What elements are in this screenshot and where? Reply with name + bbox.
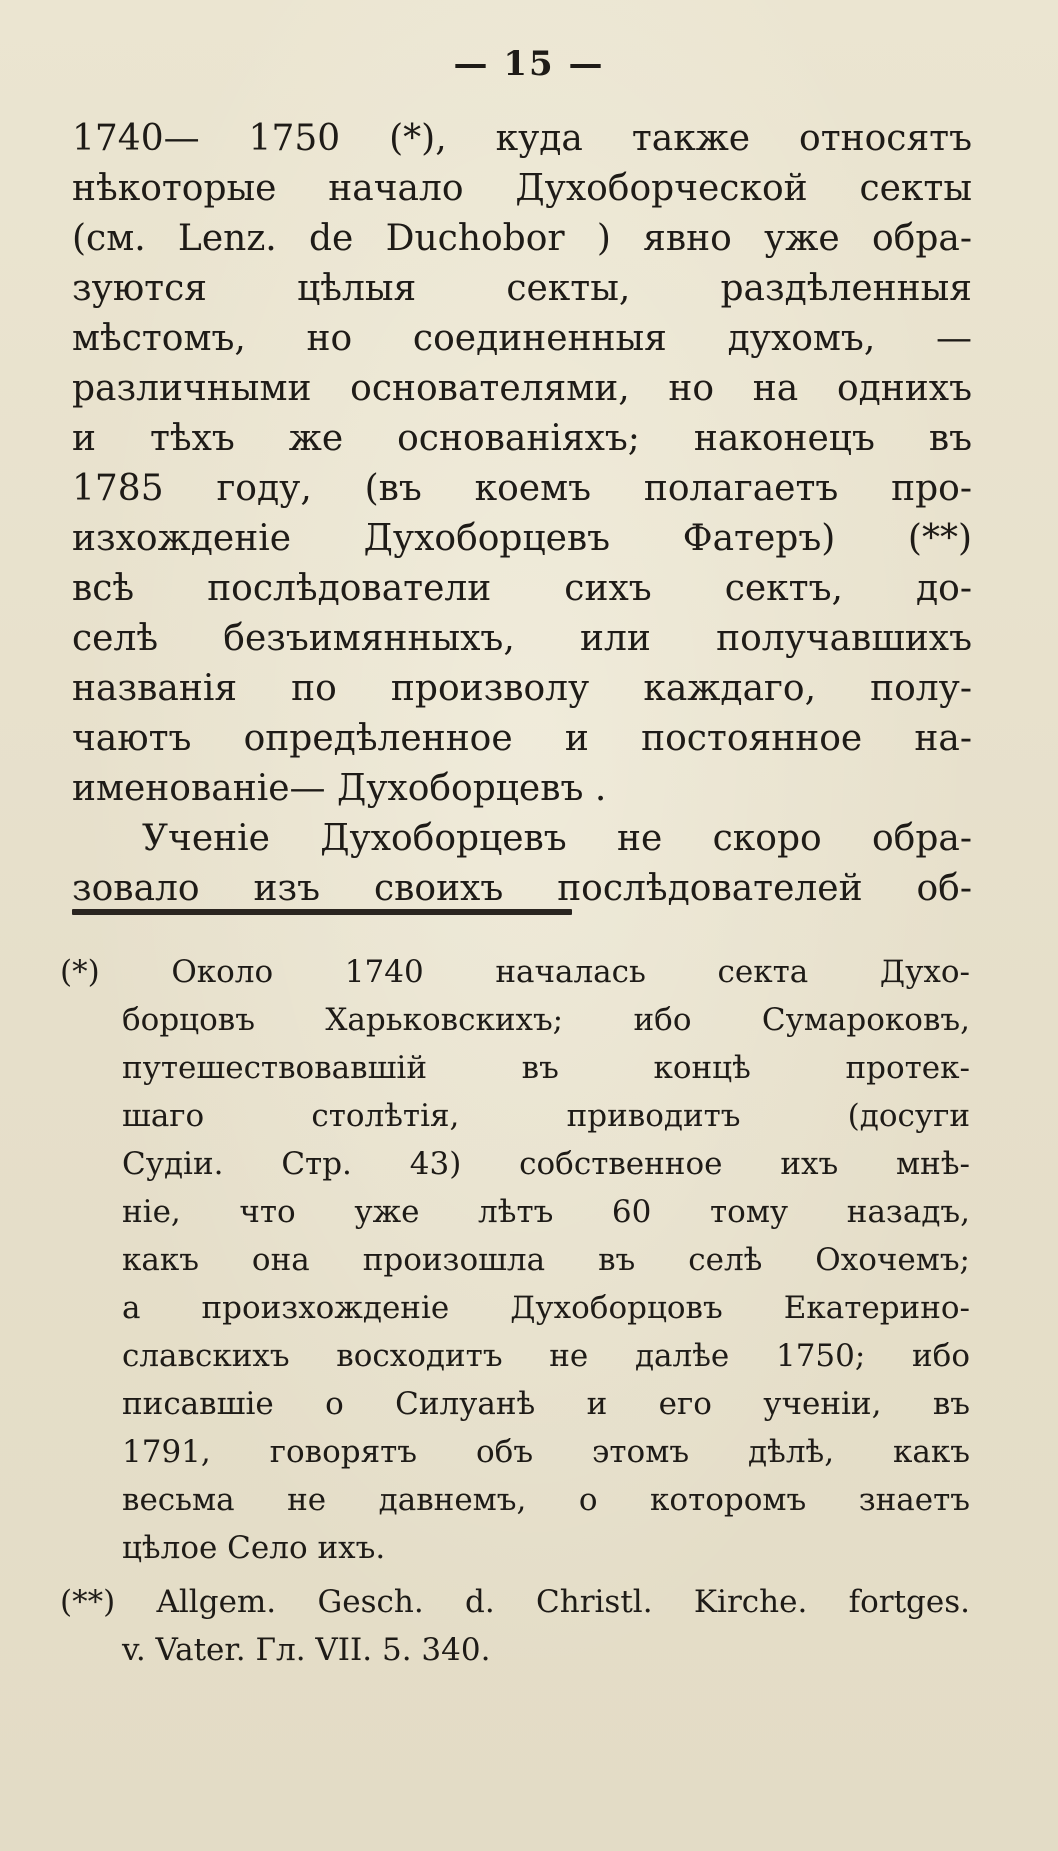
footnotes-block <box>60 948 970 1674</box>
footnote-line: ніе, что уже лѣтъ 60 тому назадъ, <box>122 1194 970 1230</box>
text-line: чаютъ опредѣленное и постоянное на- <box>72 718 972 759</box>
footnote-line: путешествовавшій въ концѣ протек- <box>122 1050 970 1086</box>
footnote-line: борцовъ Харьковскихъ; ибо Сумароковъ, <box>122 1002 970 1038</box>
text-line: различными основателями, но на однихъ <box>72 368 972 409</box>
text-line: нѣкоторые начало Духоборческой секты <box>72 168 972 209</box>
footnote-line: (*) Около 1740 началась секта Духо- <box>60 954 970 990</box>
footnote-1 <box>60 948 970 1572</box>
footnote-2 <box>60 1578 970 1674</box>
footnote-line: (**) Allgem. Gesch. d. Christl. Kirche. fortges. <box>60 1584 970 1620</box>
footnote-line: Судіи. Стр. 43) собственное ихъ мнѣ- <box>122 1146 970 1182</box>
footnote-line: 1791, говорятъ объ этомъ дѣлѣ, какъ <box>122 1434 970 1470</box>
footnote-line: шаго столѣтія, приводитъ (досуги <box>122 1098 970 1134</box>
footnote-separator <box>72 909 572 915</box>
main-text-block <box>72 114 972 914</box>
text-line: зуются цѣлыя секты, раздѣленныя <box>72 268 972 309</box>
text-line: Ученіе Духоборцевъ не скоро обра- <box>142 818 972 859</box>
text-line: зовало изъ своихъ послѣдователей об- <box>72 868 972 909</box>
text-line: всѣ послѣдователи сихъ сектъ, до- <box>72 568 972 609</box>
text-line: мѣстомъ, но соединенныя духомъ, — <box>72 318 972 359</box>
text-line: именованіе— Духоборцевъ . <box>72 768 607 809</box>
footnote-line: какъ она произошла въ селѣ Охочемъ; <box>122 1242 970 1278</box>
text-line: селѣ безъимянныхъ, или получавшихъ <box>72 618 972 659</box>
text-line: 1785 году, (въ коемъ полагаетъ про- <box>72 468 972 509</box>
footnote-line: славскихъ восходитъ не далѣе 1750; ибо <box>122 1338 970 1374</box>
text-line: 1740— 1750 (*), куда также относятъ <box>72 118 972 159</box>
footnote-line: цѣлое Село ихъ. <box>122 1530 386 1566</box>
footnote-line: а произхожденіе Духоборцовъ Екатерино- <box>122 1290 970 1326</box>
page-number: — 15 — <box>453 44 605 84</box>
footnote-line: писавшіе о Силуанѣ и его ученіи, въ <box>122 1386 970 1422</box>
text-line: изхожденіе Духоборцевъ Фатеръ) (**) <box>72 518 972 559</box>
text-line: и тѣхъ же основаніяхъ; наконецъ въ <box>72 418 972 459</box>
text-line: (см. Lenz. de Duchobor ) явно уже обра- <box>72 218 972 259</box>
footnote-line: весьма не давнемъ, о которомъ знаетъ <box>122 1482 970 1518</box>
text-line: названія по произволу каждаго, полу- <box>72 668 972 709</box>
footnote-line: v. Vater. Гл. VII. 5. 340. <box>122 1632 491 1668</box>
